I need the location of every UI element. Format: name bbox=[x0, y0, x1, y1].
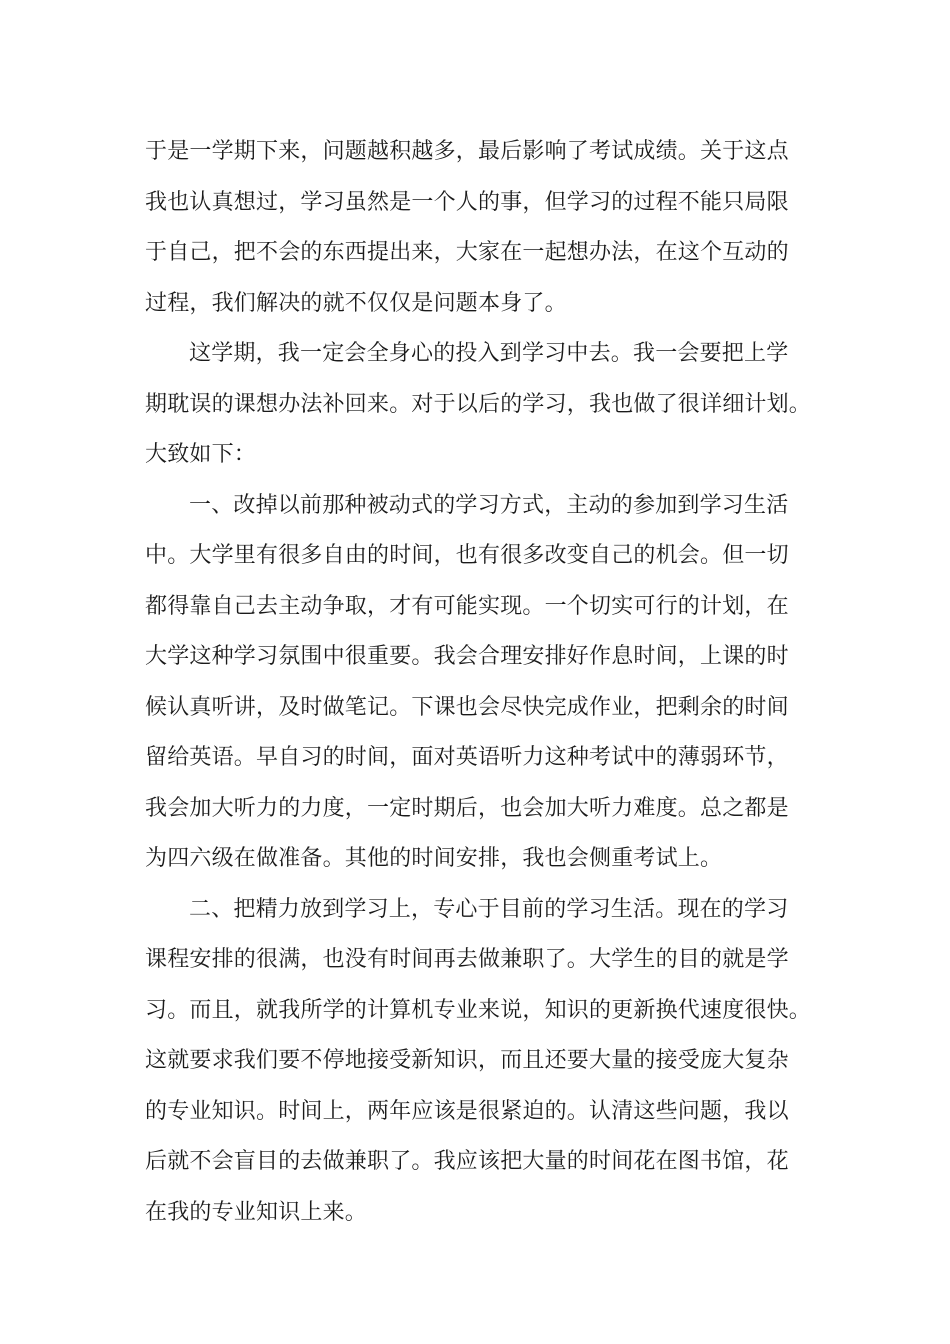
text-line: 留给英语。早自习的时间，面对英语听力这种考试中的薄弱环节， bbox=[145, 745, 789, 770]
text-line-indented: 一、改掉以前那种被动式的学习方式，主动的参加到学习生活 bbox=[189, 492, 789, 518]
text-line: 我会加大听力的力度，一定时期后，也会加大听力难度。总之都是 bbox=[145, 795, 789, 821]
paragraph-4 bbox=[145, 885, 815, 1239]
text-line-indented: 这学期，我一定会全身心的投入到学习中去。我一会要把上学 bbox=[189, 341, 789, 366]
text-line: 于自己，把不会的东西提出来，大家在一起想办法，在这个互动的 bbox=[145, 240, 789, 265]
text-line: 的专业知识。时间上，两年应该是很紧迫的。认清这些问题，我以 bbox=[145, 1098, 789, 1124]
paragraph-3 bbox=[145, 481, 815, 885]
paragraph-1 bbox=[145, 127, 815, 329]
paragraph-2 bbox=[145, 329, 815, 481]
text-line: 都得靠自己去主动争取，才有可能实现。一个切实可行的计划，在 bbox=[145, 593, 789, 619]
document-body bbox=[145, 127, 815, 1238]
text-line: 中。大学里有很多自由的时间，也有很多改变自己的机会。但一切 bbox=[145, 543, 789, 568]
text-line: 我也认真想过，学习虽然是一个人的事，但学习的过程不能只局限 bbox=[145, 189, 789, 215]
text-line: 习。而且，就我所学的计算机专业来说，知识的更新换代速度很快。 bbox=[145, 997, 812, 1023]
text-line: 课程安排的很满，也没有时间再去做兼职了。大学生的目的就是学 bbox=[145, 947, 789, 972]
text-line-indented: 二、把精力放到学习上，专心于目前的学习生活。现在的学习 bbox=[189, 896, 789, 922]
text-line: 候认真听讲，及时做笔记。下课也会尽快完成作业，把剩余的时间 bbox=[145, 694, 789, 720]
text-line: 在我的专业知识上来。 bbox=[145, 1199, 368, 1225]
text-line: 这就要求我们要不停地接受新知识，而且还要大量的接受庞大复杂 bbox=[145, 1048, 789, 1073]
text-line: 大学这种学习氛围中很重要。我会合理安排好作息时间，上课的时 bbox=[145, 644, 789, 669]
text-line: 过程，我们解决的就不仅仅是问题本身了。 bbox=[145, 290, 567, 316]
text-line: 于是一学期下来，问题越积越多，最后影响了考试成绩。关于这点 bbox=[145, 139, 789, 164]
text-line: 期耽误的课想办法补回来。对于以后的学习，我也做了很详细计划。 bbox=[145, 391, 812, 417]
text-line: 为四六级在做准备。其他的时间安排，我也会侧重考试上。 bbox=[145, 846, 723, 871]
text-line: 大致如下： bbox=[145, 442, 257, 467]
text-line: 后就不会盲目的去做兼职了。我应该把大量的时间花在图书馆，花 bbox=[145, 1149, 789, 1174]
